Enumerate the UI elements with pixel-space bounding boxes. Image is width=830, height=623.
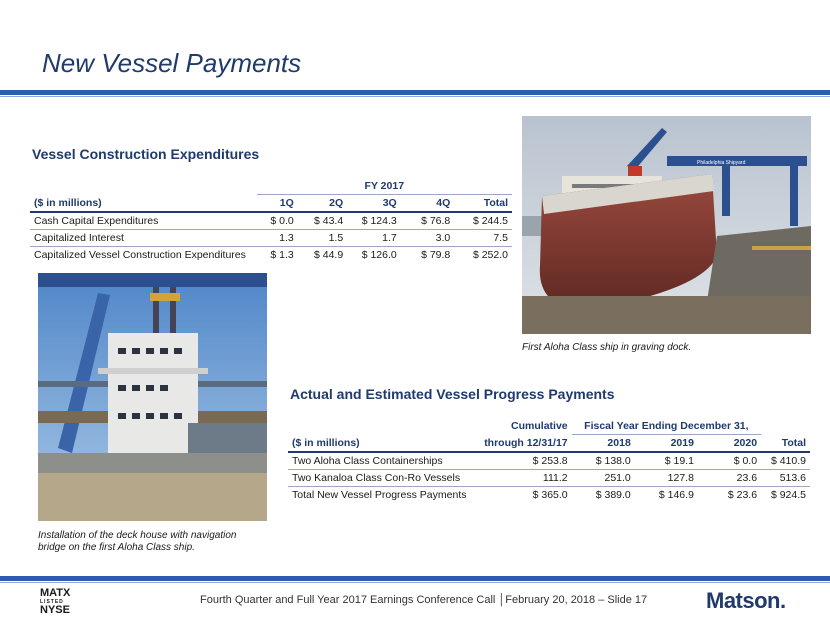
cell: $ 23.6 [698, 487, 761, 504]
left-photo-caption-line2: bridge on the first Aloha Class ship. [38, 542, 195, 553]
expenditures-table [30, 178, 512, 263]
cell: $ 924.5 [761, 487, 810, 504]
row-label: Capitalized Interest [30, 230, 257, 247]
cell: $ 146.9 [635, 487, 698, 504]
badge-exchange: NYSE [40, 604, 70, 616]
cell: $ 410.9 [761, 452, 810, 470]
title-rule [0, 90, 830, 95]
table-row [30, 247, 512, 264]
footer-text: Fourth Quarter and Full Year 2017 Earnings Conference Call │February 20, 2018 – Slide 17 [200, 594, 648, 606]
cell: 1.3 [257, 230, 298, 247]
cell: $ 76.8 [401, 212, 455, 230]
cell: $ 0.0 [257, 212, 298, 230]
row-label: Two Aloha Class Containerships [288, 452, 474, 470]
col-header: 2Q [298, 195, 347, 213]
cell: $ 253.8 [474, 452, 572, 470]
unit-label: ($ in millions) [288, 435, 474, 453]
cell: $ 1.3 [257, 247, 298, 264]
graving-dock-photo [522, 116, 811, 334]
nyse-listed-badge [40, 588, 70, 616]
cell: $ 43.4 [298, 212, 347, 230]
cell: 1.7 [347, 230, 401, 247]
deck-house-photo [38, 273, 267, 521]
crane-sign: Philadelphia Shipyard [697, 160, 746, 166]
cell: 111.2 [474, 470, 572, 487]
cell: $ 244.5 [454, 212, 512, 230]
col-header: 2018 [572, 435, 635, 453]
right-photo-caption: First Aloha Class ship in graving dock. [522, 342, 692, 353]
expenditures-heading: Vessel Construction Expenditures [32, 146, 260, 162]
cell: 7.5 [454, 230, 512, 247]
cell: $ 389.0 [572, 487, 635, 504]
row-label: Capitalized Vessel Construction Expenditures [30, 247, 257, 264]
table-row [288, 452, 810, 470]
cumulative-header: Cumulative [511, 420, 568, 433]
row-label: Two Kanaloa Class Con-Ro Vessels [288, 470, 474, 487]
cell: $ 124.3 [347, 212, 401, 230]
cumulative-subheader: through 12/31/17 [474, 435, 572, 453]
table-row [288, 487, 810, 504]
fiscal-year-header: Fiscal Year Ending December 31, [572, 418, 761, 435]
matson-logo: Matson. [706, 588, 786, 613]
col-header: Total [761, 435, 810, 453]
cell: $ 365.0 [474, 487, 572, 504]
col-header: 1Q [257, 195, 298, 213]
cell: 251.0 [572, 470, 635, 487]
col-header: 4Q [401, 195, 455, 213]
col-header: 3Q [347, 195, 401, 213]
cell: $ 19.1 [635, 452, 698, 470]
cell: 513.6 [761, 470, 810, 487]
col-header: Total [454, 195, 512, 213]
cell: $ 252.0 [454, 247, 512, 264]
table-row [288, 470, 810, 487]
cell: $ 44.9 [298, 247, 347, 264]
badge-ticker: MATX [40, 587, 71, 599]
cell: 3.0 [401, 230, 455, 247]
cell: 127.8 [635, 470, 698, 487]
left-photo-caption-line1: Installation of the deck house with navigation [38, 530, 237, 541]
cell: $ 0.0 [698, 452, 761, 470]
table-row [30, 212, 512, 230]
cell: 1.5 [298, 230, 347, 247]
row-label: Cash Capital Expenditures [30, 212, 257, 230]
col-header: 2019 [635, 435, 698, 453]
col-header: 2020 [698, 435, 761, 453]
progress-table [288, 418, 810, 503]
cell: 23.6 [698, 470, 761, 487]
cell: $ 126.0 [347, 247, 401, 264]
cell: $ 138.0 [572, 452, 635, 470]
unit-label: ($ in millions) [30, 195, 257, 213]
fy-2017-header: FY 2017 [257, 178, 512, 195]
footer-rule [0, 576, 830, 581]
badge-listed: LISTED [40, 599, 64, 605]
cell: $ 79.8 [401, 247, 455, 264]
title-rule-thin [0, 96, 830, 97]
table-row [30, 230, 512, 247]
page-title: New Vessel Payments [42, 48, 302, 78]
footer-rule-thin [0, 582, 830, 583]
progress-heading: Actual and Estimated Vessel Progress Payments [290, 386, 615, 402]
row-label: Total New Vessel Progress Payments [288, 487, 474, 504]
